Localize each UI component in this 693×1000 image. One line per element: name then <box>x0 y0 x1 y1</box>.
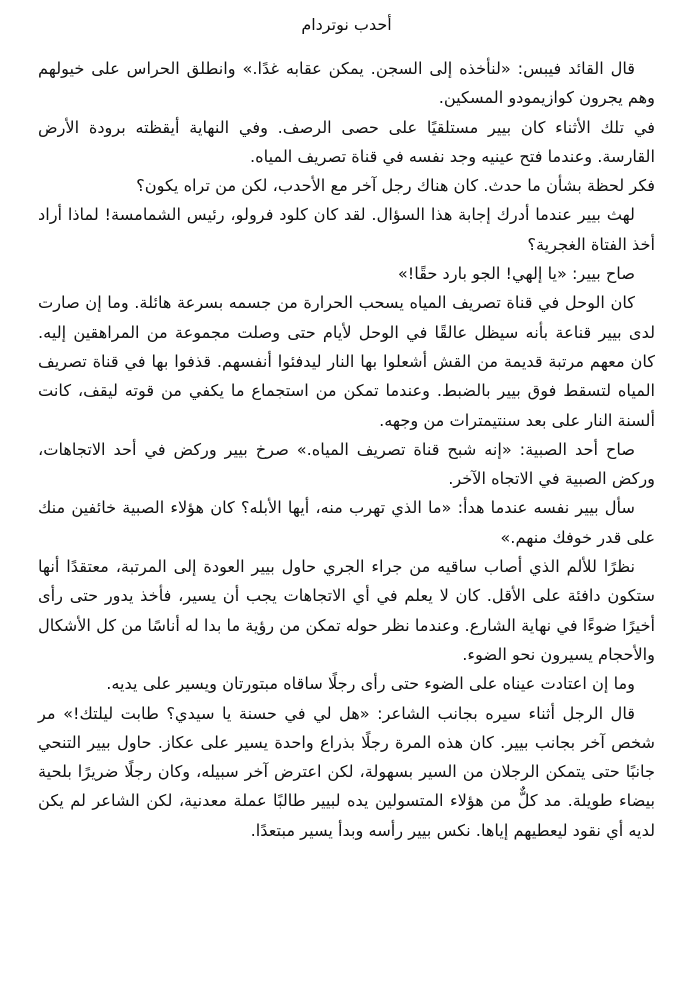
paragraph: قال القائد فيبس: «لنأخذه إلى السجن. يمكن عقابه غدًا.» وانطلق الحراس على خيولهم وهم يجرون كوازيمودو المسكين. <box>38 59 655 108</box>
paragraph: فكر لحظة بشأن ما حدث. كان هناك رجل آخر مع الأحدب، لكن من تراه يكون؟ <box>136 176 655 196</box>
paragraph: صاح أحد الصبية: «إنه شبح قناة تصريف المياه.» صرخ بيير وركض في أحد الاتجاهات، وركض الصبية في الاتجاه الآخر. <box>38 439 655 489</box>
paragraph: قال الرجل أثناء سيره بجانب الشاعر: «هل لي في حسنة يا سيدي؟ طابت ليلتك!» مر شخص آخر بجانب بيير. كان هذه المرة رجلًا بذراع واحدة يسير على عكاز. حاول بيير التنحي جانبًا حتى يتمكن الرجلان من السير بسهولة، لكن اعترض آخر سبيله، وكان رجلًا ضريرًا بلحية بيضاء طويلة. مد كلٌّ من هؤلاء المتسولين يده لبيير طالبًا عملة معدنية، لكن الشاعر لم يكن لديه أي نقود ليعطيهم إياها. نكس بيير رأسه وبدأ يسير مبتعدًا. <box>38 703 655 840</box>
paragraph: في تلك الأثناء كان بيير مستلقيًا على حصى الرصف. وفي النهاية أيقظته برودة الأرض القارسة. وعندما فتح عينيه وجد نفسه في قناة تصريف المياه. <box>38 117 655 166</box>
paragraph: كان الوحل في قناة تصريف المياه يسحب الحرارة من جسمه بسرعة هائلة. وما إن صارت لدى بيير قناعة بأنه سيظل عالقًا في الوحل لأيام حتى وصلت مجموعة من المراهقين إليه. كان معهم مرتبة قديمة من القش أشعلوا بها النار ليدفئوا أنفسهم. قذفوا بها في قناة تصريف المياه لتسقط فوق بيير بالضبط. وعندما تمكن من استجماع ما يكفي من قوته ليقف، كانت ألسنة النار على بعد سنتيمترات من وجهه. <box>38 293 655 430</box>
running-title: أحدب نوتردام <box>301 15 392 34</box>
paragraph: لهث بيير عندما أدرك إجابة هذا السؤال. لقد كان كلود فرولو، رئيس الشمامسة! لماذا أراد أخذ الفتاة الغجرية؟ <box>38 205 655 254</box>
body-text <box>38 54 655 845</box>
paragraph: صاح بيير: «يا إلهي! الجو بارد حقًا!» <box>397 264 635 284</box>
paragraph: سأل بيير نفسه عندما هدأ: «ما الذي تهرب منه، أيها الأبله؟ كان هؤلاء الصبية خائفين منك على قدر خوفك منهم.» <box>38 498 655 547</box>
paragraph: وما إن اعتادت عيناه على الضوء حتى رأى رجلًا ساقاه مبتورتان ويسير على يديه. <box>106 674 635 694</box>
paragraph: نظرًا للألم الذي أصاب ساقيه من جراء الجري حاول بيير العودة إلى المرتبة، معتقدًا أنها ستكون دافئة على الأقل. كان لا يعلم في أي الاتجاهات يجب أن يسير، فأخذ يدور حتى رأى أخيرًا ضوءًا في نهاية الشارع. وعندما نظر حوله تمكن من رؤية ما بدا له أناسًا من كل الأشكال والأحجام يسيرون نحو الضوء. <box>38 557 655 664</box>
